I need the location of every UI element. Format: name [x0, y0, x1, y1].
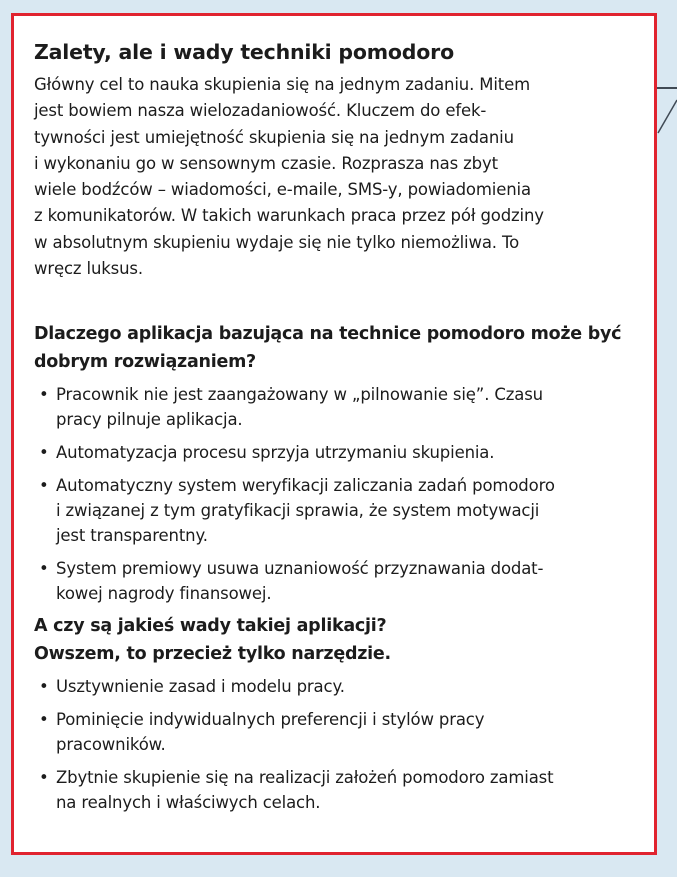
item-line: System premiowy usuwa uznaniowość przyznawania dodat- [56, 559, 544, 579]
bullet-icon: • [39, 768, 49, 788]
disadvantages-heading [34, 612, 636, 668]
heading-line: Dlaczego aplikacja bazująca na technice pomodoro może być [34, 324, 622, 345]
list-item [34, 382, 636, 432]
heading-line: dobrym rozwiązaniem? [34, 352, 256, 373]
item-line: Automatyzacja procesu sprzyja utrzymaniu skupienia. [56, 443, 495, 463]
heading-line: A czy są jakieś wady takiej aplikacji? [34, 616, 387, 637]
intro-line: i wykonaniu go w sensownym czasie. Rozprasza nas zbyt [34, 153, 498, 173]
heading-line: Owszem, to przecież tylko narzędzie. [34, 644, 391, 665]
item-line: jest transparentny. [56, 526, 208, 546]
bullet-icon: • [39, 677, 49, 697]
advantages-heading [34, 320, 636, 376]
info-card [11, 13, 657, 855]
list-item [34, 707, 636, 757]
intro-line: w absolutnym skupieniu wydaje się nie tylko niemożliwa. To [34, 232, 520, 252]
item-line: Automatyczny system weryfikacji zaliczania zadań pomodoro [56, 476, 555, 496]
list-item [34, 440, 636, 465]
item-line: i związanej z tym gratyfikacji sprawia, że system motywacji [56, 501, 540, 521]
list-item [34, 473, 636, 548]
intro-line: tywności jest umiejętność skupienia się na jednym zadaniu [34, 127, 514, 147]
intro-line: wiele bodźców – wiadomości, e-maile, SMS-y, powiadomienia [34, 180, 531, 200]
bullet-icon: • [39, 385, 49, 405]
item-line: Zbytnie skupienie się na realizacji założeń pomodoro zamiast [56, 768, 554, 788]
intro-line: z komunikatorów. W takich warunkach praca przez pół godziny [34, 206, 544, 226]
bullet-icon: • [39, 443, 49, 463]
intro-line: Główny cel to nauka skupienia się na jednym zadaniu. Mitem [34, 75, 531, 94]
list-item [34, 765, 636, 815]
intro-line: wręcz luksus. [34, 259, 143, 279]
bullet-icon: • [39, 476, 49, 496]
intro-paragraph [34, 72, 636, 282]
list-item [34, 674, 636, 699]
item-line: na realnych i właściwych celach. [56, 793, 321, 813]
item-line: kowej nagrody finansowej. [56, 584, 272, 604]
item-line: Pominięcie indywidualnych preferencji i stylów pracy [56, 710, 485, 730]
item-line: pracowników. [56, 735, 166, 755]
bullet-icon: • [39, 710, 49, 730]
decor-line-diagonal [658, 100, 677, 133]
item-line: Usztywnienie zasad i modelu pracy. [56, 677, 345, 697]
intro-line: jest bowiem nasza wielozadaniowość. Kluczem do efek- [34, 101, 487, 121]
item-line: Pracownik nie jest zaangażowany w „pilnowanie się”. Czasu [56, 385, 543, 405]
advantages-list [34, 382, 636, 606]
bullet-icon: • [39, 559, 49, 579]
card-title: Zalety, ale i wady techniki pomodoro [34, 40, 454, 64]
item-line: pracy pilnuje aplikacja. [56, 410, 243, 430]
list-item [34, 556, 636, 606]
disadvantages-list [34, 674, 636, 815]
